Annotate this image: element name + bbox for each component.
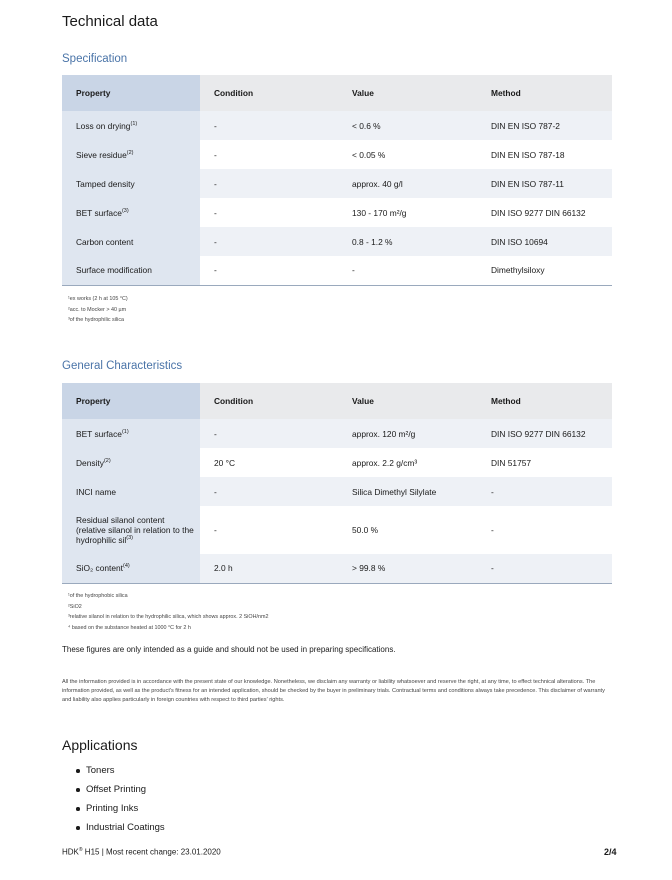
column-header-method: Method <box>477 383 612 419</box>
table-row <box>62 227 612 256</box>
cell-method: DIN EN ISO 787-2 <box>477 111 612 140</box>
table-row <box>62 198 612 227</box>
table-row <box>62 448 612 477</box>
footnote: ³of the hydrophilic silica <box>68 317 125 323</box>
cell-condition: - <box>200 477 338 506</box>
column-header-value: Value <box>338 75 477 111</box>
table-row <box>62 140 612 169</box>
cell-value: approx. 120 m²/g <box>338 419 477 448</box>
cell-condition: - <box>200 140 338 169</box>
cell-condition: - <box>200 227 338 256</box>
footer-product-info: HDK® H15 | Most recent change: 23.01.2020 <box>62 847 221 857</box>
general-footnotes <box>68 591 268 633</box>
cell-value: < 0.05 % <box>338 140 477 169</box>
applications-list <box>62 764 165 840</box>
column-header-property: Property <box>62 75 200 111</box>
cell-condition: 20 °C <box>200 448 338 477</box>
table-row <box>62 506 612 554</box>
specification-heading: Specification <box>62 53 128 65</box>
cell-condition: - <box>200 506 338 554</box>
footnote: ¹ex works (2 h at 105 °C) <box>68 296 128 302</box>
cell-condition: - <box>200 169 338 198</box>
cell-method: DIN EN ISO 787-18 <box>477 140 612 169</box>
list-item: Industrial Coatings <box>62 821 165 840</box>
cell-value: approx. 2.2 g/cm³ <box>338 448 477 477</box>
cell-property: Loss on drying$^{(1)}$ <box>62 111 200 140</box>
general-characteristics-heading: General Characteristics <box>62 360 183 372</box>
cell-value: 0.8 - 1.2 % <box>338 227 477 256</box>
column-header-value: Value <box>338 383 477 419</box>
cell-value: Silica Dimethyl Silylate <box>338 477 477 506</box>
applications-heading: Applications <box>62 737 138 753</box>
table-row <box>62 111 612 140</box>
cell-value: 130 - 170 m²/g <box>338 198 477 227</box>
footnote: ¹of the hydrophobic silica <box>68 593 128 599</box>
cell-value: 50.0 % <box>338 506 477 554</box>
table-row <box>62 169 612 198</box>
page-number: 2/4 <box>604 847 617 857</box>
cell-property: Residual silanol content (relative silanol in relation to the hydrophilic sil$^{(3)}$ <box>62 506 200 554</box>
table-row <box>62 419 612 448</box>
footnote: ⁴ based on the substance heated at 1000 °C for 2 h <box>68 624 191 631</box>
footnote: ²SiO2 <box>68 603 82 610</box>
cell-condition: - <box>200 111 338 140</box>
cell-property: INCI name <box>62 477 200 506</box>
cell-condition: 2.0 h <box>200 554 338 583</box>
table-row <box>62 477 612 506</box>
cell-condition: - <box>200 198 338 227</box>
specification-footnotes <box>68 294 128 326</box>
guide-note: These figures are only intended as a guide and should not be used in preparing specifications. <box>62 645 396 654</box>
cell-method: DIN ISO 9277 DIN 66132 <box>477 419 612 448</box>
cell-property: BET surface$^{(3)}$ <box>62 198 200 227</box>
cell-method: DIN 51757 <box>477 448 612 477</box>
cell-property: Density$^{(2)}$ <box>62 448 200 477</box>
cell-method: DIN EN ISO 787-11 <box>477 169 612 198</box>
list-item: Toners <box>62 764 165 783</box>
table-row <box>62 554 612 583</box>
cell-value: < 0.6 % <box>338 111 477 140</box>
cell-property: Tamped density <box>62 169 200 198</box>
cell-property: Sieve residue$^{(2)}$ <box>62 140 200 169</box>
page-title: Technical data <box>62 13 158 30</box>
cell-method: DIN ISO 10694 <box>477 227 612 256</box>
table-row <box>62 256 612 285</box>
cell-property: Surface modification <box>62 256 200 285</box>
cell-condition: - <box>200 256 338 285</box>
footnote: ³relative silanol in relation to the hydrophilic silica, which shows approx. 2 SiOH/nm2 <box>68 614 269 620</box>
footnote: ²acc. to Mocker > 40 µm <box>68 306 127 313</box>
cell-property: Carbon content <box>62 227 200 256</box>
cell-value: > 99.8 % <box>338 554 477 583</box>
list-item: Printing Inks <box>62 802 165 821</box>
cell-property: BET surface$^{(1)}$ <box>62 419 200 448</box>
disclaimer: All the information provided is in accordance with the present state of our knowledge. Nonetheless, we disclaim any warranty or liability whatsoever and reserve the right, at any time, to effect technical alterations. The information provided, as well as the product's fitness for an intended application, should be checked by the buyer in preliminary trials. Contractual terms and conditions always take precedence. This disclaimer of warranty and liability also applies particularly in foreign countries with respect to third parties' rights. <box>62 679 605 703</box>
cell-method: - <box>477 506 612 554</box>
column-header-property: Property <box>62 383 200 419</box>
cell-value: approx. 40 g/l <box>338 169 477 198</box>
cell-method: Dimethylsiloxy <box>477 256 612 285</box>
table-header-row <box>62 383 612 419</box>
cell-method: - <box>477 477 612 506</box>
column-header-condition: Condition <box>200 75 338 111</box>
list-item: Offset Printing <box>62 783 165 802</box>
cell-method: DIN ISO 9277 DIN 66132 <box>477 198 612 227</box>
cell-property: SiO₂ content$^{(4)}$ <box>62 554 200 583</box>
cell-value: - <box>338 256 477 285</box>
table-header-row <box>62 75 612 111</box>
specification-table <box>62 75 612 286</box>
general-characteristics-table <box>62 383 612 584</box>
cell-condition: - <box>200 419 338 448</box>
column-header-condition: Condition <box>200 383 338 419</box>
column-header-method: Method <box>477 75 612 111</box>
cell-method: - <box>477 554 612 583</box>
